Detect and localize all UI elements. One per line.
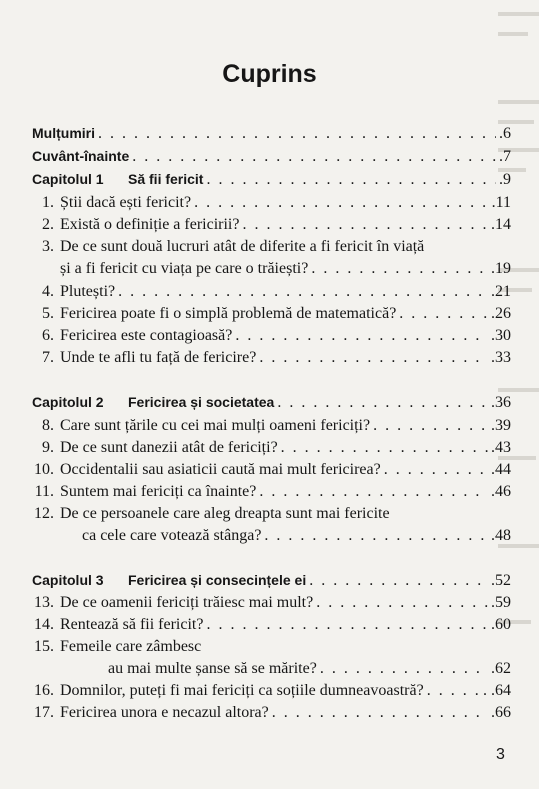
page-ref: .44 (491, 461, 511, 478)
page-ref: . .64 (483, 682, 511, 699)
toc-item[interactable]: 4. Plutești? . . . .21 (32, 283, 511, 305)
page-ref: .39 (491, 417, 511, 434)
item-text-line2: ca cele care votează stânga? (82, 527, 262, 544)
toc-item[interactable]: 3. De ce sunt două lucruri atât de diferite a fi fericit în viață (42, 238, 425, 255)
toc-entry-acknowledgements[interactable] (32, 125, 511, 147)
chapter-label: Capitolul 2 (32, 394, 104, 410)
page-ref: .60 (491, 616, 511, 633)
toc-chapter-2[interactable] (32, 394, 511, 416)
item-text: De ce sunt danezii atât de fericiți? (60, 439, 278, 456)
toc-item[interactable]: 12. De ce persoanele care aleg dreapta sunt mai fericite (34, 505, 390, 522)
page-ref: .9 (499, 171, 511, 188)
item-text: De ce oamenii fericiți trăiesc mai mult? (60, 594, 314, 611)
item-text: Fericirea este contagioasă? (60, 327, 233, 344)
item-text: Plutești? (60, 283, 116, 300)
page-ref: .59 (491, 594, 511, 611)
toc-item[interactable]: 8. Care sunt țările cu cei mai mulți oameni fericiți? . . . .39 (32, 417, 511, 439)
page-ref: .11 (491, 194, 511, 211)
page-ref: .19 (491, 260, 511, 277)
page-ref: .46 (491, 483, 511, 500)
page-number: 3 (496, 746, 505, 763)
item-text: De ce persoanele care aleg dreapta sunt mai fericite (60, 505, 390, 522)
toc-item[interactable]: 13. De ce oamenii fericiți trăiesc mai mult? . . . .59 (32, 594, 511, 616)
toc-chapter-1[interactable] (32, 171, 511, 193)
page-ref: .7 (499, 148, 511, 165)
page-ref: .14 (491, 216, 511, 233)
item-text: Există o definiție a fericirii? (60, 216, 240, 233)
toc-item-continued[interactable] (32, 527, 511, 549)
page-ref: .48 (491, 527, 511, 544)
toc-item[interactable]: 7. Unde te afli tu față de fericire? . . . .33 (32, 349, 511, 371)
chapter-label: Capitolul 3 (32, 572, 104, 588)
item-text: Occidentalii sau asiaticii caută mai mult fericirea? (60, 461, 381, 478)
page-ref: .33 (491, 349, 511, 366)
toc-item[interactable]: 5. Fericirea poate fi o simplă problemă de matematică? . . . .26 (32, 305, 511, 327)
item-text: Fericirea poate fi o simplă problemă de matematică? (60, 305, 397, 322)
entry-label: Mulțumiri (32, 125, 95, 141)
toc-item[interactable]: 16. Domnilor, puteți fi mai fericiți ca soțiile dumneavoastră? . . . . .64 (32, 682, 511, 704)
page-ref: .6 (499, 125, 511, 142)
page-ref: .43 (491, 439, 511, 456)
toc-item[interactable]: 15. Femeile care zâmbesc (34, 638, 202, 655)
item-text: Suntem mai fericiți ca înainte? (60, 483, 257, 500)
toc-item[interactable]: 1. Știi dacă ești fericit? . . . .11 (32, 194, 511, 216)
item-text: Care sunt țările cu cei mai mulți oameni fericiți? (60, 417, 371, 434)
item-text: De ce sunt două lucruri atât de diferite a fi fericit în viață (60, 238, 425, 255)
page-ref: .30 (491, 327, 511, 344)
page-ref: .66 (491, 704, 511, 721)
item-text: Rentează să fii fericit? (60, 616, 204, 633)
toc-entry-foreword[interactable] (32, 148, 511, 170)
page-ref: .21 (491, 283, 511, 300)
item-text: Știi dacă ești fericit? (60, 194, 192, 211)
item-text-line2: și a fi fericit cu viața pe care o trăiești? (60, 260, 309, 277)
item-text: Unde te afli tu față de fericire? (60, 349, 257, 366)
item-text-line2: au mai multe șanse să se mărite? (108, 660, 317, 677)
item-text: Fericirea unora e necazul altora? (60, 704, 269, 721)
toc-item[interactable]: 10. Occidentalii sau asiaticii caută mai mult fericirea? . . . .44 (32, 461, 511, 483)
chapter-title: Să fii fericit (128, 171, 204, 187)
toc-item-continued[interactable] (32, 260, 511, 282)
page-ref: .52 (491, 572, 511, 589)
chapter-title: Fericirea și societatea (128, 394, 275, 410)
chapter-title: Fericirea și consecințele ei (128, 572, 307, 588)
toc-item[interactable]: 11. Suntem mai fericiți ca înainte? . . . .46 (32, 483, 511, 505)
entry-label: Cuvânt-înainte (32, 148, 130, 164)
toc-title: Cuprins (222, 60, 317, 88)
toc-item[interactable]: 6. Fericirea este contagioasă? . . . .30 (32, 327, 511, 349)
item-text: Femeile care zâmbesc (60, 638, 202, 655)
toc-item[interactable]: 17. Fericirea unora e necazul altora? . . . .66 (32, 704, 511, 726)
toc-item-continued[interactable] (32, 660, 511, 682)
page-ref: .36 (491, 394, 511, 411)
page-ref: .62 (491, 660, 511, 677)
toc-item[interactable]: 14. Rentează să fii fericit? . . . .60 (32, 616, 511, 638)
chapter-label: Capitolul 1 (32, 171, 104, 187)
toc-chapter-3[interactable] (32, 572, 511, 594)
item-text: Domnilor, puteți fi mai fericiți ca soțiile dumneavoastră? (60, 682, 424, 699)
toc-item[interactable]: 2. Există o definiție a fericirii? . . . .14 (32, 216, 511, 238)
toc-item[interactable]: 9. De ce sunt danezii atât de fericiți? . . . .43 (32, 439, 511, 461)
page-ref: .26 (491, 305, 511, 322)
